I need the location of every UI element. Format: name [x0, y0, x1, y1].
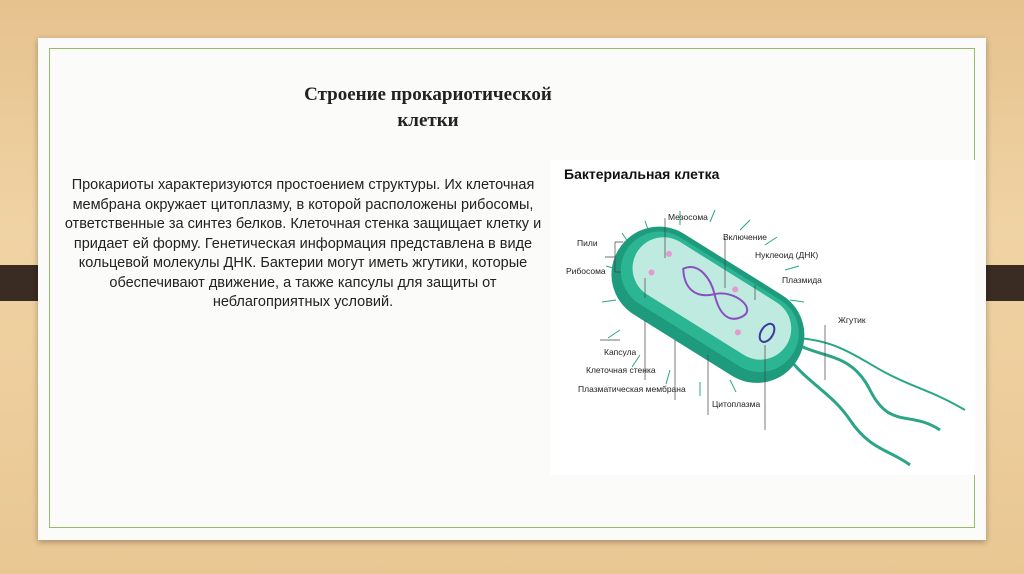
label-nucleoid: Нуклеоид (ДНК): [755, 250, 819, 260]
slide-body-text: Прокариоты характеризуются простоением структуры. Их клеточная мембрана окружает цитоплазму, в которой расположены рибосомы, ответственные за синтез белков. Клеточная стенка защищает клетку и придает ей форму. Генетическая информация представлена в виде кольцевой молекулы ДНК. Бактерии могут иметь жгутики, которые обеспечивают движение, а также капсулы для защиты от неблагоприятных условий.: [64, 177, 542, 310]
label-pili: Пили: [577, 238, 598, 248]
figure-title: Бактериальная клетка: [564, 166, 720, 182]
label-plasma-membrane: Плазматическая мембрана: [578, 384, 686, 394]
label-ribosome: Рибосома: [566, 266, 606, 276]
label-cytoplasm: Цитоплазма: [712, 399, 761, 409]
title-line-2: клетки: [397, 110, 459, 131]
bacterium-illustration: [550, 160, 975, 475]
label-inclusion: Включение: [723, 232, 767, 242]
slide-title: [248, 82, 608, 134]
flagellum-1: [790, 340, 940, 430]
left-decor-bar: [0, 265, 38, 301]
label-flagellum: Жгутик: [838, 315, 866, 325]
label-cell-wall: Клеточная стенка: [586, 365, 656, 375]
label-plasmid: Плазмида: [782, 275, 822, 285]
right-decor-bar: [986, 265, 1024, 301]
label-mesosome: Мезосома: [668, 212, 708, 222]
flagellum-3: [795, 338, 965, 410]
label-capsule: Капсула: [604, 347, 637, 357]
title-line-1: Строение прокариотической: [304, 84, 552, 105]
bacterial-cell-figure: [550, 160, 975, 475]
slide: [38, 38, 986, 540]
